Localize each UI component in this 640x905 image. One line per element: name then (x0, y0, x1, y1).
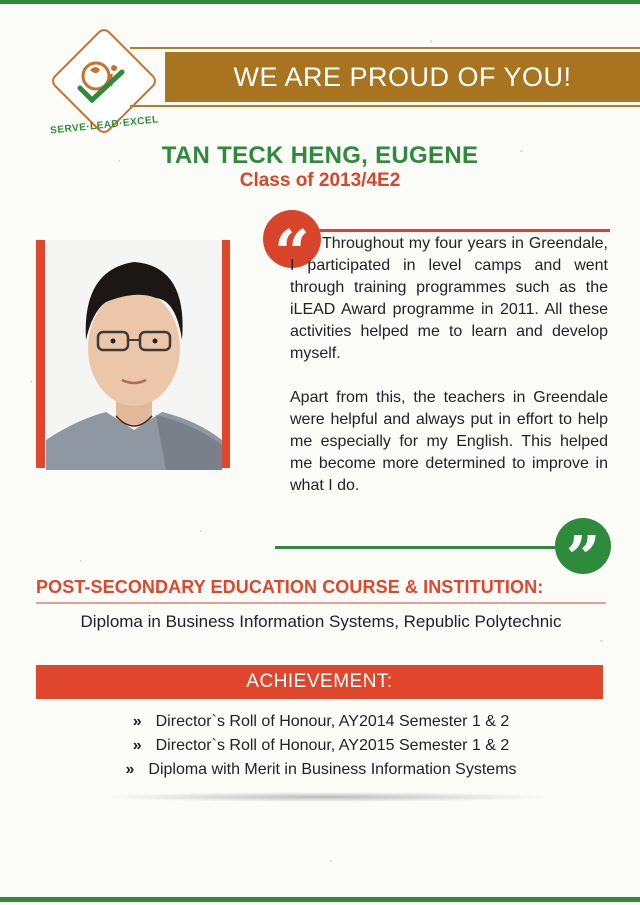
greendale-logo-icon (62, 40, 142, 120)
top-border (0, 0, 640, 4)
quote-rule-top (300, 229, 610, 232)
school-motto: SERVE·LEAD·EXCEL (49, 114, 160, 137)
post-secondary-rule (36, 602, 606, 604)
list-item (36, 758, 606, 782)
quote-paragraph: Throughout my four years in Greendale, I participated in level camps and went through training programmes such as the iLEAD Award programme in 2011. All these activities helped me to learn and develop myself. (290, 235, 608, 362)
achievement-heading: ACHIEVEMENT: (246, 671, 393, 692)
paper-speck (520, 150, 523, 152)
open-quote-icon: “ (263, 210, 321, 268)
paper-speck (118, 160, 120, 162)
photo-bar-left (36, 240, 45, 468)
bottom-border (0, 897, 640, 902)
student-class: Class of 2013/4E2 (239, 170, 401, 191)
student-name: TAN TECK HENG, EUGENE (161, 142, 479, 169)
banner-rule-top (130, 47, 640, 49)
student-portrait-icon (46, 240, 222, 470)
quote-paragraph: Apart from this, the teachers in Greendale were helpful and always put in effort to help me especially for my English. This helped me become more determined to improve in what I do. (290, 389, 608, 494)
headline-text: WE ARE PROUD OF YOU! (233, 61, 572, 92)
post-secondary-heading: POST-SECONDARY EDUCATION COURSE & INSTITUTION: (36, 577, 544, 597)
bullet-icon: » (132, 713, 142, 730)
achievement-text: Director`s Roll of Honour, AY2015 Semester 1 & 2 (155, 737, 510, 754)
paper-speck (430, 40, 432, 43)
achievement-banner (36, 665, 603, 699)
list-item (36, 734, 606, 758)
paper-speck (80, 560, 82, 562)
bullet-icon: » (125, 761, 135, 778)
post-secondary-course: Diploma in Business Information Systems, Republic Polytechnic (80, 612, 562, 631)
bullet-icon: » (132, 737, 142, 754)
paper-speck (200, 530, 202, 532)
decorative-shadow (100, 792, 550, 802)
photo-bar-right (221, 240, 230, 468)
list-item (36, 710, 606, 734)
achievement-text: Director`s Roll of Honour, AY2014 Semester 1 & 2 (155, 713, 510, 730)
close-quote-icon: ” (555, 518, 611, 574)
paper-speck (330, 860, 332, 862)
quote-rule-bottom (275, 546, 565, 549)
achievement-list (36, 710, 606, 782)
paper-speck (30, 380, 32, 383)
banner-rule-bottom (130, 105, 640, 107)
testimonial-quote (290, 233, 608, 519)
headline-banner (165, 52, 640, 102)
achievement-text: Diploma with Merit in Business Information Systems (148, 761, 517, 778)
paper-speck (600, 640, 603, 642)
